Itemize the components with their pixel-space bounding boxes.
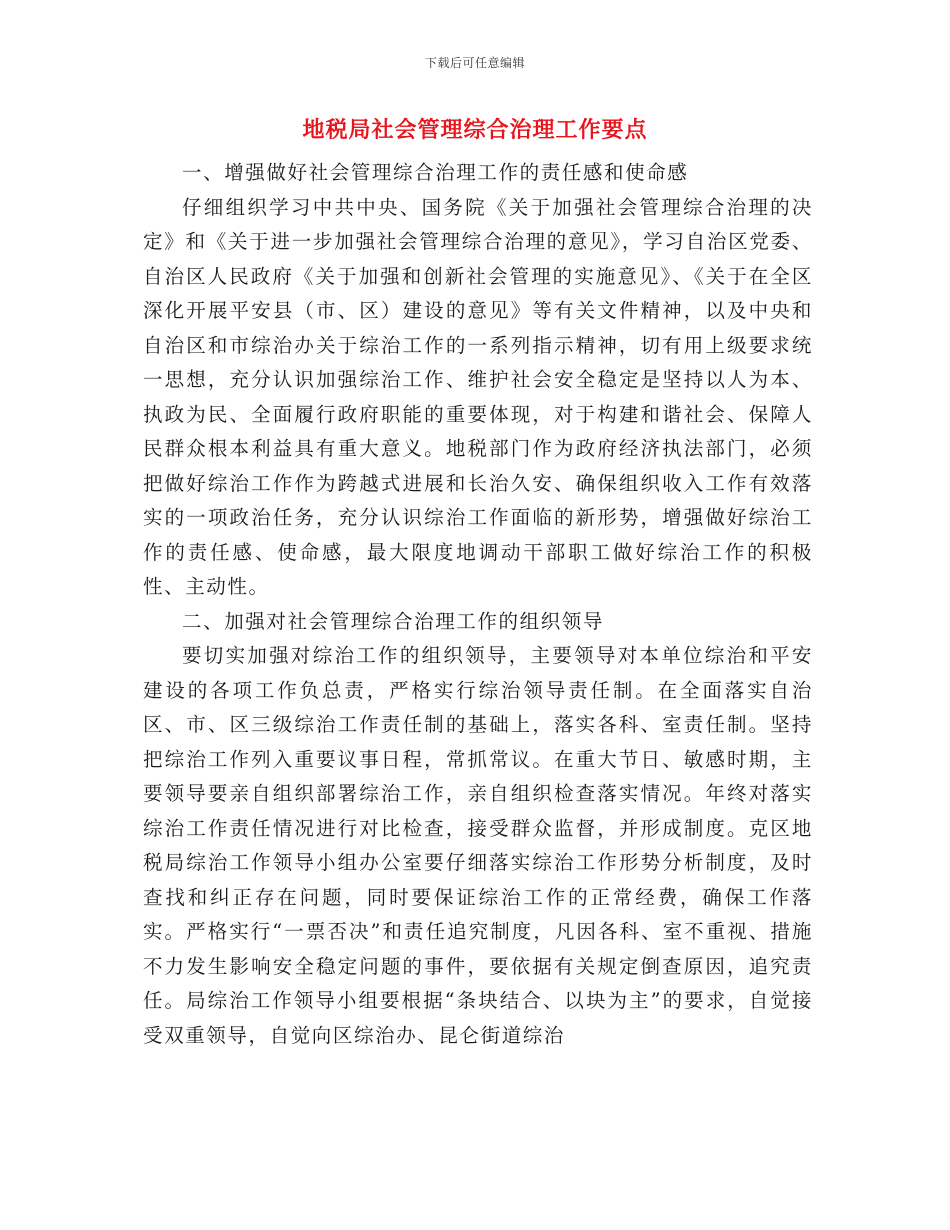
document-body [143,156,813,1053]
paragraph-1: 仔细组织学习中共中央、国务院《关于加强社会管理综合治理的决定》和《关于进一步加强社会管理综合治理的意见》，学习自治区党委、自治区人民政府《关于加强和创新社会管理的实施意见》、《关于在全区深化开展平安县（市、区）建设的意见》等有关文件精神，以及中央和自治区和市综治办关于综治工作的一系列指示精神，切有用上级要求统一思想，充分认识加强综治工作、维护社会安全稳定是坚持以人为本、执政为民、全面履行政府职能的重要体现，对于构建和谐社会、保障人民群众根本利益具有重大意义。地税部门作为政府经济执法部门，必须把做好综治工作作为跨越式进展和长治久安、确保组织收入工作有效落实的一项政治任务，充分认识综治工作面临的新形势，增强做好综治工作的责任感、使命感，最大限度地调动干部职工做好综治工作的积极性、主动性。 [143,195,813,598]
section-heading-1: 一、增强做好社会管理综合治理工作的责任感和使命感 [182,161,689,184]
paragraph-2: 要切实加强对综治工作的组织领导，主要领导对本单位综治和平安建设的各项工作负总责，严格实行综治领导责任制。在全面落实自治区、市、区三级综治工作责任制的基础上，落实各科、室责任制。坚持把综治工作列入重要议事日程，常抓常议。在重大节日、敏感时期，主要领导要亲自组织部署综治工作，亲自组织检查落实情况。年终对落实综治工作责任情况进行对比检查，接受群众监督，并形成制度。克区地税局综治工作领导小组办公室要仔细落实综治工作形势分析制度，及时查找和纠正存在问题，同时要保证综治工作的正常经费，确保工作落实。严格实行“一票否决”和责任追究制度，凡因各科、室不重视、措施不力发生影响安全稳定问题的事件，要依据有关规定倒查原因，追究责任。局综治工作领导小组要根据“条块结合、以块为主”的要求，自觉接受双重领导，自觉向区综治办、昆仑街道综治 [143,644,813,1047]
header-note: 下载后可任意编辑 [424,56,525,70]
section-heading-2: 二、加强对社会管理综合治理工作的组织领导 [182,609,605,633]
document-title: 地税局社会管理综合治理工作要点 [302,118,648,143]
